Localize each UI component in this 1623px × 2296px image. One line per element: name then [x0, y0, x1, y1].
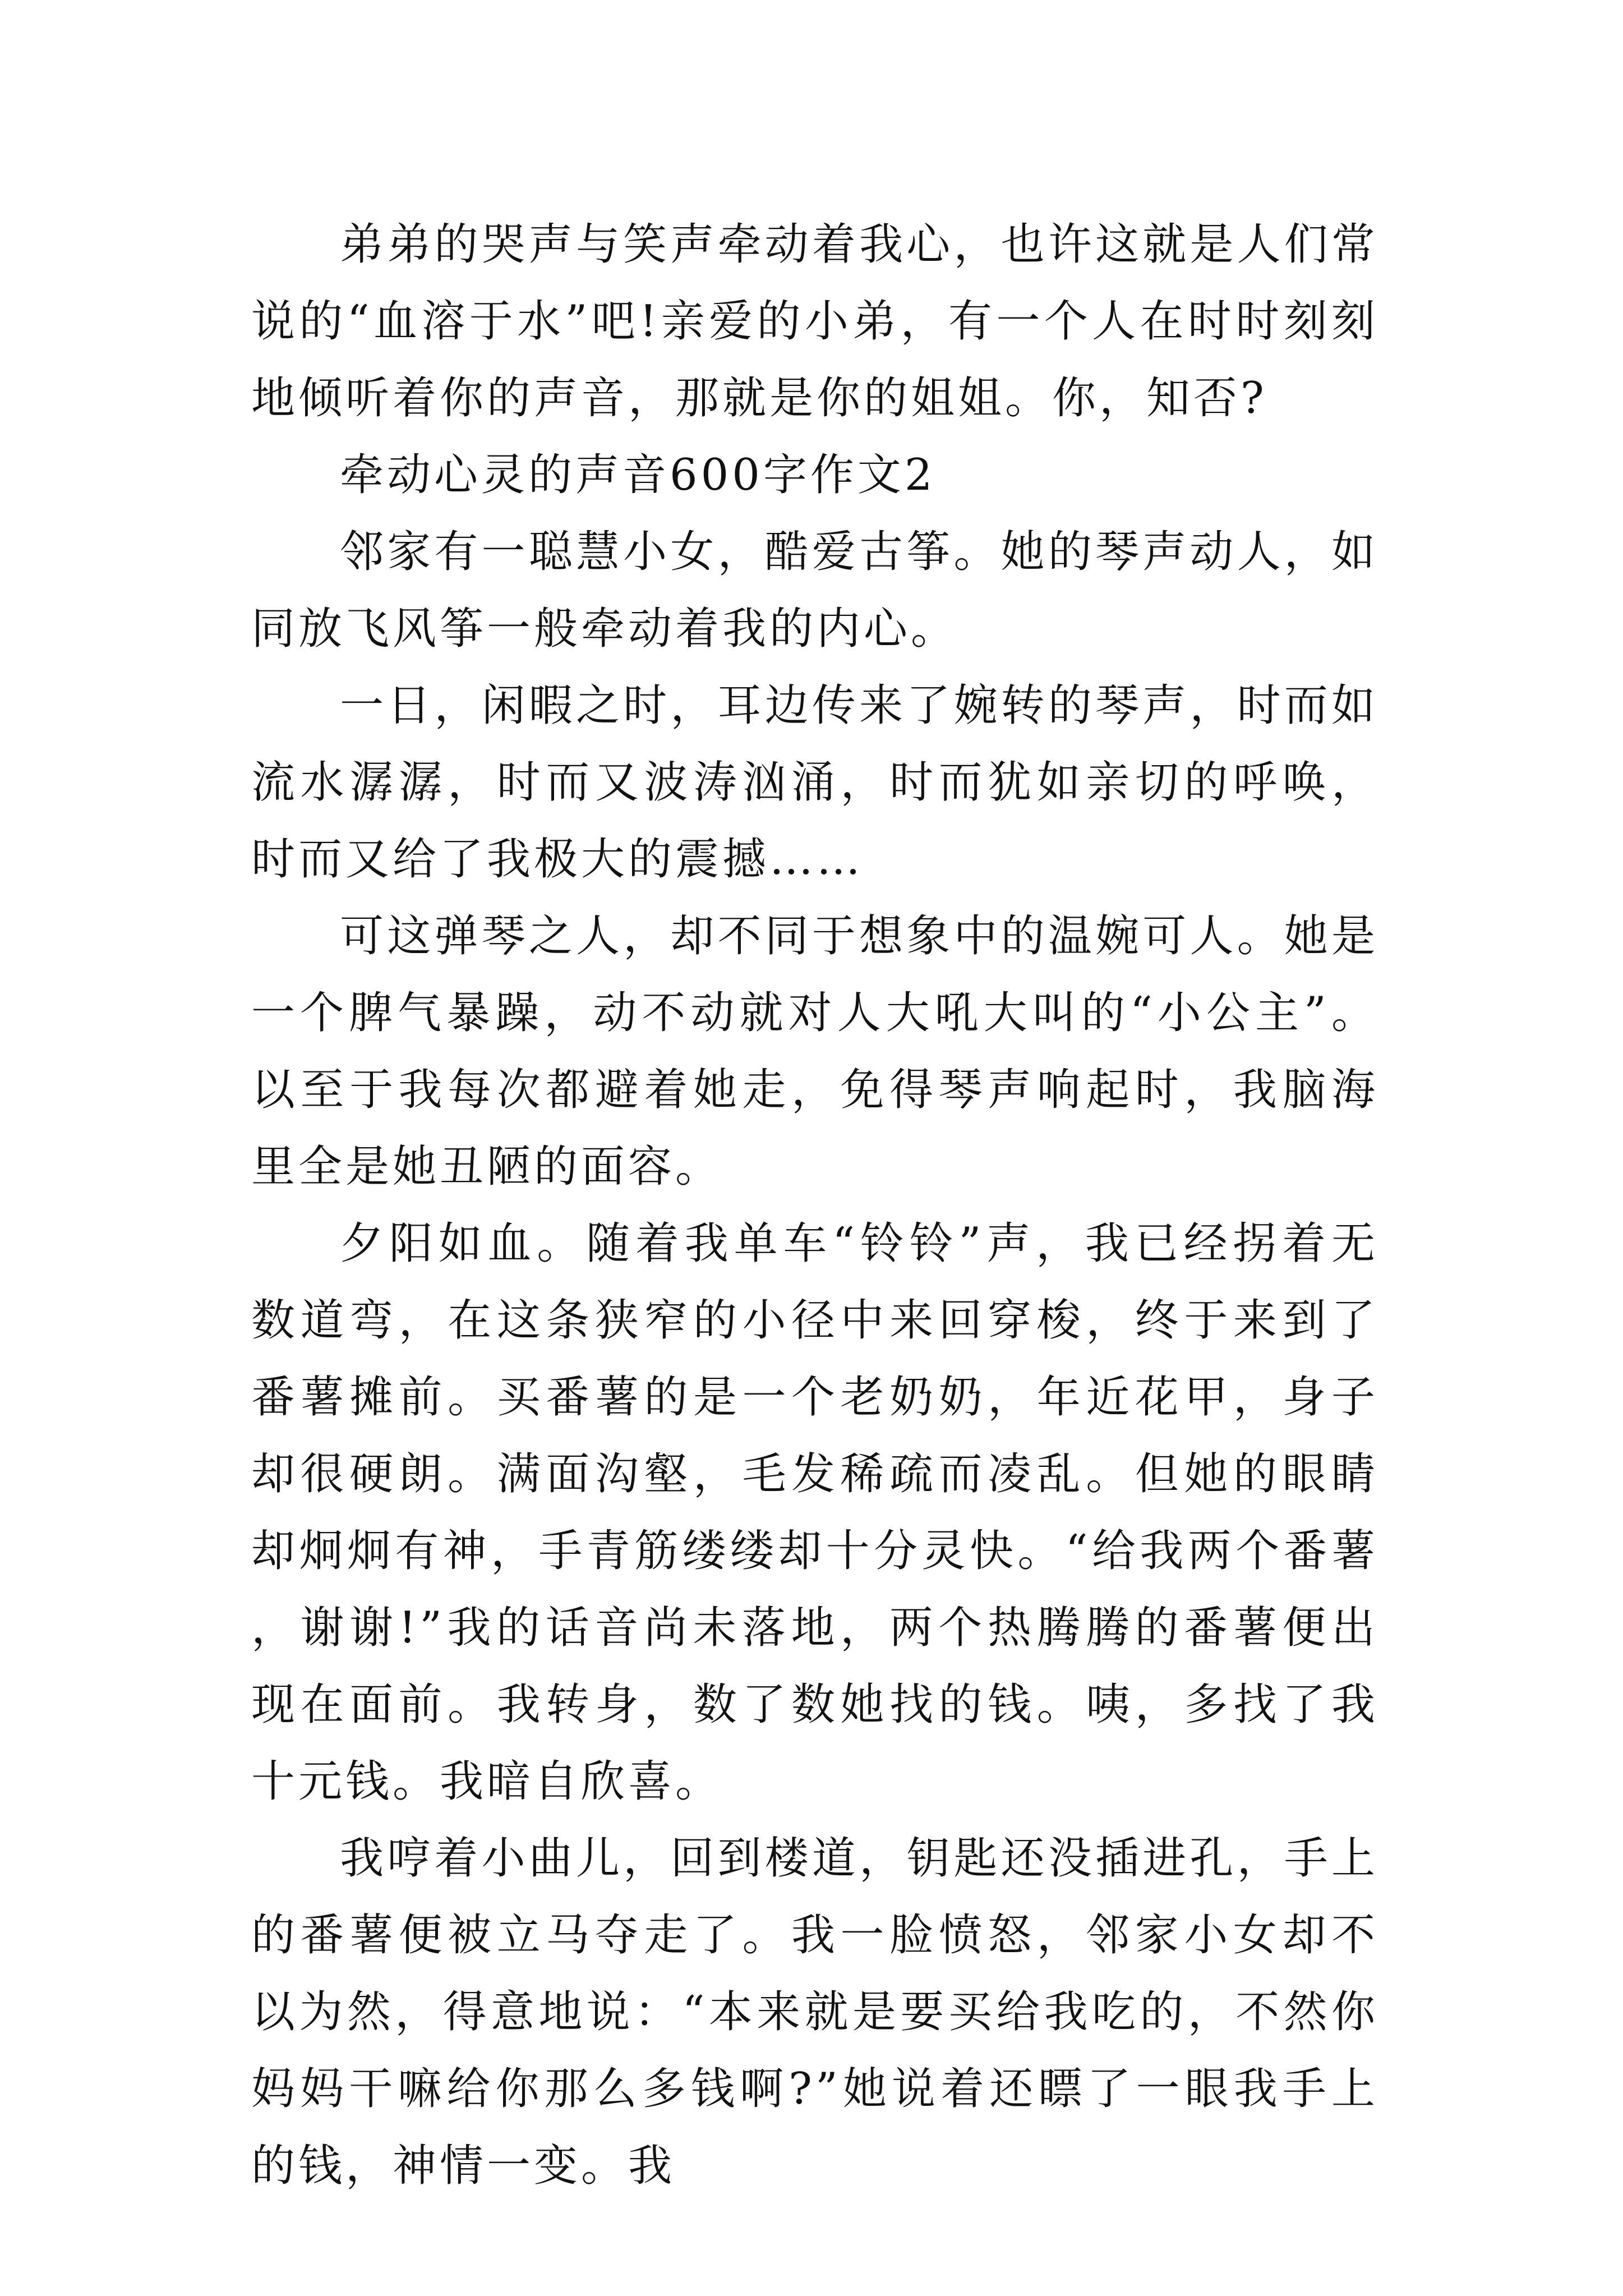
- paragraph: 一日，闲暇之时，耳边传来了婉转的琴声，时而如流水潺潺，时而又波涛汹涌，时而犹如亲切的呼唤，时而又给了我极大的震撼……: [251, 680, 1378, 885]
- paragraph: 我哼着小曲儿，回到楼道，钥匙还没插进孔，手上的番薯便被立马夺走了。我一脸愤怒，邻家小女却不以为然，得意地说：“本来就是要买给我吃的，不然你妈妈干嘛给你那么多钱啊?”她说着还瞟了一眼我手上的钱，神情一变。我: [251, 1833, 1378, 2191]
- paragraph: 邻家有一聪慧小女，酷爱古筝。她的琴声动人，如同放飞风筝一般牵动着我的内心。: [251, 527, 1378, 654]
- document-body: [251, 206, 1378, 2205]
- paragraph: 弟弟的哭声与笑声牵动着我心，也许这就是人们常说的“血溶于水”吧!亲爱的小弟，有一个人在时时刻刻地倾听着你的声音，那就是你的姐姐。你，知否?: [251, 219, 1378, 424]
- paragraph: 可这弹琴之人，却不同于想象中的温婉可人。她是一个脾气暴躁，动不动就对人大吼大叫的“小公主”。以至于我每次都避着她走，免得琴声响起时，我脑海里全是她丑陋的面容。: [251, 911, 1378, 1192]
- paragraph: 夕阳如血。随着我单车“铃铃”声，我已经拐着无数道弯，在这条狭窄的小径中来回穿梭，终于来到了番薯摊前。买番薯的是一个老奶奶，年近花甲，身子却很硬朗。满面沟壑，毛发稀疏而凌乱。但她的眼睛却炯炯有神，手青筋缕缕却十分灵快。“给我两个番薯，谢谢!”我的话音尚未落地，两个热腾腾的番薯便出现在面前。我转身，数了数她找的钱。咦，多找了我十元钱。我暗自欣喜。: [251, 1218, 1378, 1807]
- essay-heading: 牵动心灵的声音600字作文2: [340, 450, 936, 500]
